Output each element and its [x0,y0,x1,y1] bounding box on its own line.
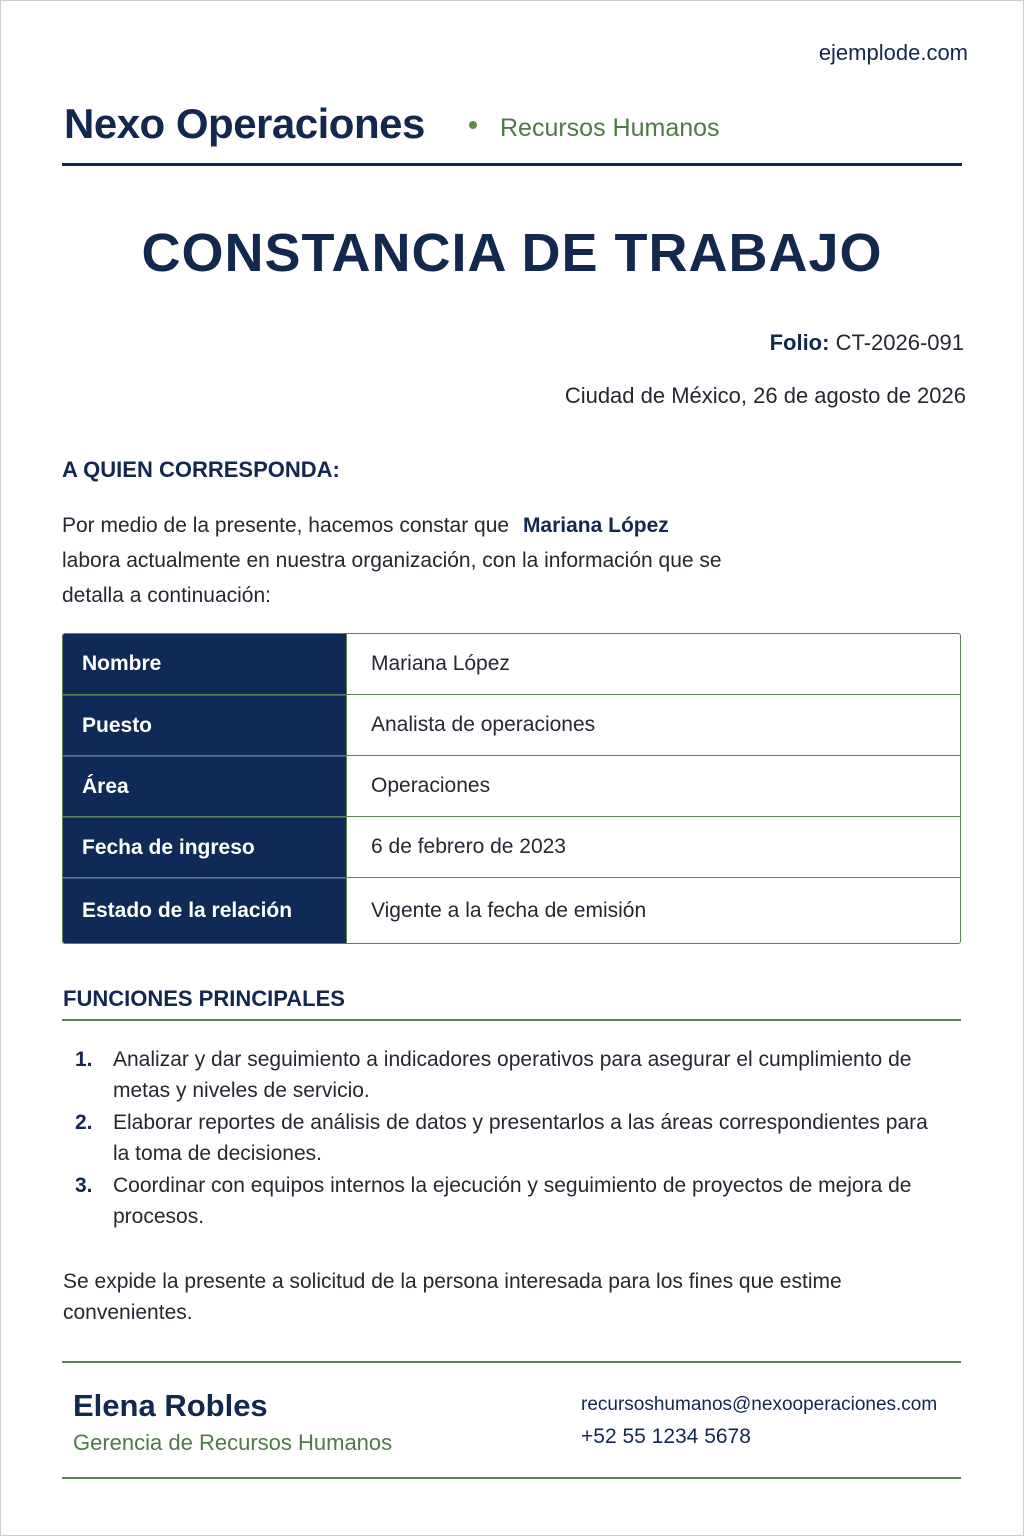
separator-dot-icon [469,121,477,129]
department-name: Recursos Humanos [500,114,720,142]
item-number: 1. [75,1048,93,1071]
place-date: Ciudad de México, 26 de agosto de 2026 [564,383,966,408]
row-label: Área [63,756,346,816]
row-label: Puesto [63,695,346,755]
row-value: Operaciones [346,756,960,816]
closing-paragraph: Se expide la presente a solicitud de la persona interesada para los fines que estime convenientes. [63,1270,842,1324]
row-label: Fecha de ingreso [63,817,346,877]
folio-line [770,330,964,356]
table-row [63,694,960,755]
employee-name: Mariana López [522,514,669,537]
company-name: Nexo Operaciones [64,100,425,147]
intro-text-after: labora actualmente en nuestra organización, con la información que se detalla a continuación: [62,549,722,607]
table-row [63,634,960,694]
row-value: 6 de febrero de 2023 [346,817,960,877]
item-number: 3. [75,1174,93,1197]
functions-heading: FUNCIONES PRINCIPALES [62,986,961,1021]
row-label: Nombre [63,634,346,694]
item-text: Elaborar reportes de análisis de datos y presentarlos a las áreas correspondientes para la toma de decisiones. [113,1111,928,1165]
employee-info-table [62,633,961,944]
row-label: Estado de la relación [63,878,346,943]
item-text: Analizar y dar seguimiento a indicadores operativos para asegurar el cumplimiento de metas y niveles de servicio. [113,1048,912,1102]
document-title: CONSTANCIA DE TRABAJO [141,223,883,283]
folio-value: CT-2026-091 [835,330,964,355]
contact-email[interactable]: recursoshumanos@nexooperaciones.com [581,1394,938,1415]
site-url[interactable]: ejemplode.com [818,40,968,65]
intro-text-before: Por medio de la presente, hacemos constar que [62,514,510,537]
letterhead [62,100,962,166]
list-item [62,1044,942,1106]
functions-list [62,1044,942,1233]
footer-divider [62,1477,961,1479]
table-row [63,816,960,877]
table-row [63,755,960,816]
row-value: Mariana López [346,634,960,694]
row-value: Analista de operaciones [346,695,960,755]
footer-divider [62,1361,961,1363]
row-value: Vigente a la fecha de emisión [346,878,960,943]
folio-label: Folio: [769,330,830,355]
intro-paragraph [62,508,782,613]
item-number: 2. [75,1111,93,1134]
salutation: A QUIEN CORRESPONDA: [62,457,340,482]
item-text: Coordinar con equipos internos la ejecución y seguimiento de proyectos de mejora de procesos. [113,1174,912,1228]
list-item [62,1107,942,1169]
signer-name: Elena Robles [73,1388,268,1423]
signer-role: Gerencia de Recursos Humanos [73,1430,393,1455]
list-item [62,1170,942,1232]
table-row [63,877,960,943]
contact-phone[interactable]: +52 55 1234 5678 [581,1425,751,1448]
